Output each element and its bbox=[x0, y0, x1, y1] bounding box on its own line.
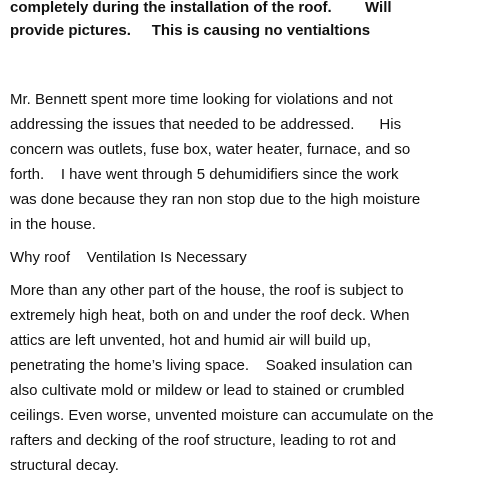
text-line: in the house. bbox=[10, 216, 96, 233]
section-heading: Why roof Ventilation Is Necessary bbox=[10, 249, 247, 266]
document-page bbox=[10, 0, 476, 478]
text-line: Mr. Bennett spent more time looking for violations and not bbox=[10, 91, 393, 108]
text-line: extremely high heat, both on and under the roof deck. When bbox=[10, 307, 410, 324]
paragraph-ventilation bbox=[10, 278, 476, 478]
intro-bold-paragraph bbox=[10, 0, 476, 42]
text-line: penetrating the home’s living space. Soaked insulation can bbox=[10, 357, 413, 374]
text-line: More than any other part of the house, the roof is subject to bbox=[10, 282, 404, 299]
text-line: ceilings. Even worse, unvented moisture can accumulate on the bbox=[10, 407, 434, 424]
text-line: forth. I have went through 5 dehumidifiers since the work bbox=[10, 166, 399, 183]
text-line: also cultivate mold or mildew or lead to stained or crumbled bbox=[10, 382, 405, 399]
text-line: completely during the installation of the roof. Will bbox=[10, 0, 392, 16]
text-line: was done because they ran non stop due to the high moisture bbox=[10, 191, 421, 208]
text-line: provide pictures. This is causing no ventialtions bbox=[10, 22, 371, 39]
text-line: concern was outlets, fuse box, water heater, furnace, and so bbox=[10, 141, 411, 158]
text-line: structural decay. bbox=[10, 457, 119, 474]
text-line: attics are left unvented, hot and humid air will build up, bbox=[10, 332, 372, 349]
text-line: addressing the issues that needed to be addressed. His bbox=[10, 116, 402, 133]
text-line: rafters and decking of the roof structure, leading to rot and bbox=[10, 432, 397, 449]
paragraph-bennett bbox=[10, 87, 476, 237]
